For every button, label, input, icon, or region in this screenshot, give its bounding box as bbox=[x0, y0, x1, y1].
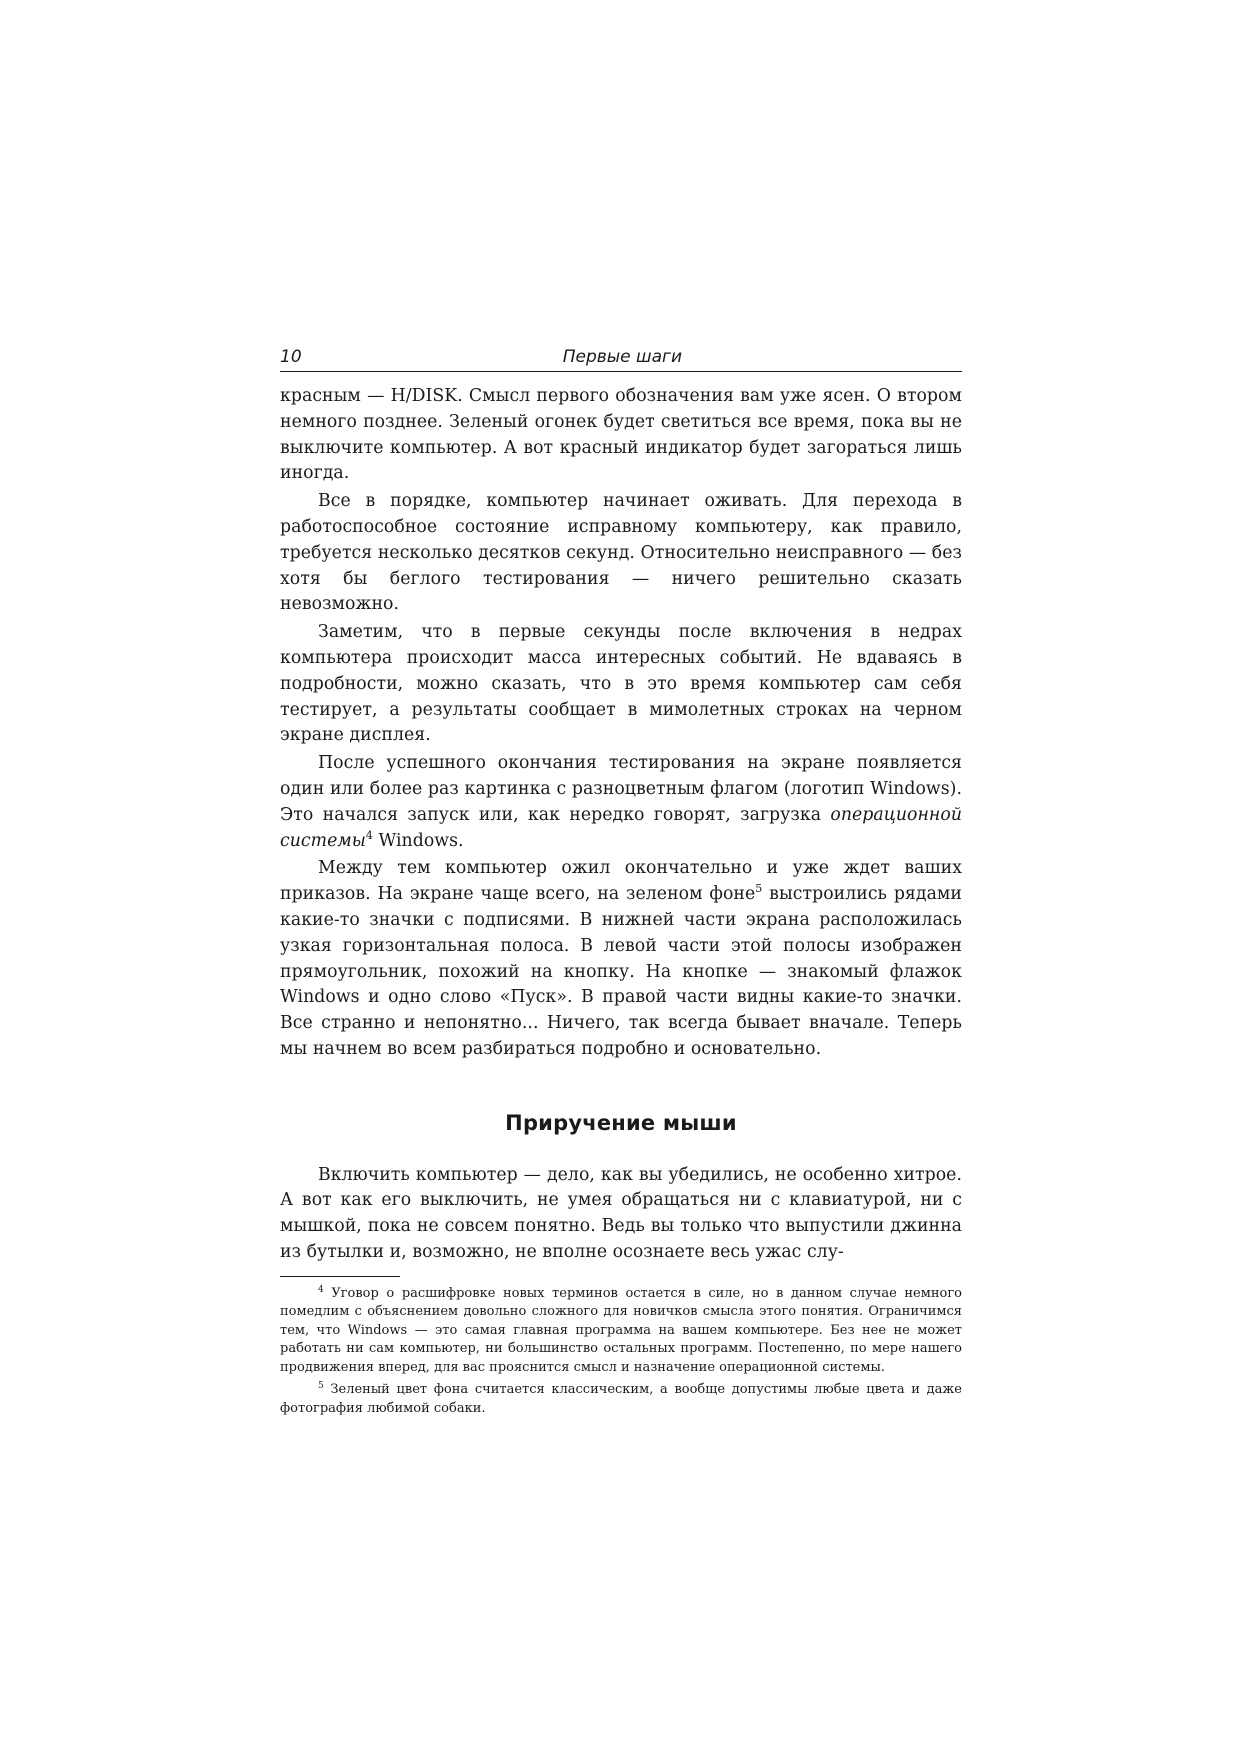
paragraph-text: Между тем компьютер ожил окончательно и уже ждет ваших приказов. На экране чаще всего, на зеленом фоне bbox=[280, 858, 962, 905]
footnote-mark: 4 bbox=[318, 1284, 324, 1295]
footnote-ref-4[interactable]: 4 bbox=[365, 828, 373, 842]
paragraph: Все в порядке, компьютер начинает оживать. Для перехода в работоспособное состояние исправному компьютеру, как правило, требуется несколько десятков секунд. Относительно неисправного — без хотя бы беглого тестирования — ничего решительно сказать невозможно. bbox=[280, 491, 962, 615]
footnotes bbox=[280, 1285, 962, 1419]
footnote-mark: 5 bbox=[318, 1381, 324, 1392]
italic-term: операционной системы bbox=[280, 804, 962, 851]
footnote-4 bbox=[280, 1285, 962, 1378]
paragraph-text: Windows. bbox=[372, 830, 464, 851]
paragraph: Заметим, что в первые секунды после включения в недрах компьютера происходит масса интересных событий. Не вдаваясь в подробности, можно сказать, что в это время компьютер сам себя тестирует, а результаты сообщает в мимолетных строках на черном экране дисплея. bbox=[280, 622, 962, 746]
paragraph: красным — H/DISK. Смысл первого обозначения вам уже ясен. О втором немного позднее. Зеленый огонек будет светиться все время, пока вы не выключите компьютер. А вот красный индикатор будет загораться лишь иногда. bbox=[280, 386, 962, 484]
main-text bbox=[280, 384, 962, 1266]
page-number: 10 bbox=[280, 347, 302, 367]
footnote-divider bbox=[280, 1276, 400, 1277]
book-page bbox=[280, 346, 962, 1422]
section-heading: Приручение мыши bbox=[505, 1110, 737, 1135]
paragraph-text: выстроились рядами какие-то значки с подписями. В нижней части экрана расположилась узкая горизонтальная полоса. В левой части этой полосы изображен прямоугольник, похожий на кнопку. На кнопке — знакомый флажок Windows и одно слово «Пуск». В правой части видны какие-то значки. Все странно и непонятно... Ничего, так всегда бывает вначале. Теперь мы начнем во всем разбираться подробно и основательно. bbox=[280, 884, 962, 1059]
paragraph bbox=[280, 856, 962, 1062]
chapter-title: Первые шаги bbox=[562, 347, 682, 367]
footnote-ref-5[interactable]: 5 bbox=[755, 882, 763, 896]
footnote-5 bbox=[280, 1381, 962, 1418]
paragraph: Включить компьютер — дело, как вы убедились, не особенно хитрое. А вот как его выключить, не умея обращаться ни с клавиатурой, ни с мышкой, пока не совсем понятно. Ведь вы только что выпустили джинна из бутылки и, возможно, не вполне осознаете весь ужас слу- bbox=[280, 1164, 962, 1262]
paragraph-text: После успешного окончания тестирования на экране появляется один или более раз картинка с разноцветным флагом (логотип Windows). Это начался запуск или, как нередко говорят, загрузка bbox=[280, 753, 962, 825]
paragraph bbox=[280, 751, 962, 854]
running-header bbox=[280, 346, 962, 372]
footnote-text: Зеленый цвет фона считается классическим, а вообще допустимы любые цвета и даже фотография любимой собаки. bbox=[280, 1382, 962, 1416]
footnote-text: Уговор о расшифровке новых терминов остается в силе, но в данном случае немного помедлим с объяснением довольно сложного для новичков смысла этого понятия. Ограничимся тем, что Windows — это самая главная программа на вашем компьютере. Без нее не может работать ни сам компьютер, ни большинство остальных программ. Постепенно, по мере нашего продвижения вперед, для вас прояснится смысл и назначение операционной системы. bbox=[280, 1285, 962, 1375]
